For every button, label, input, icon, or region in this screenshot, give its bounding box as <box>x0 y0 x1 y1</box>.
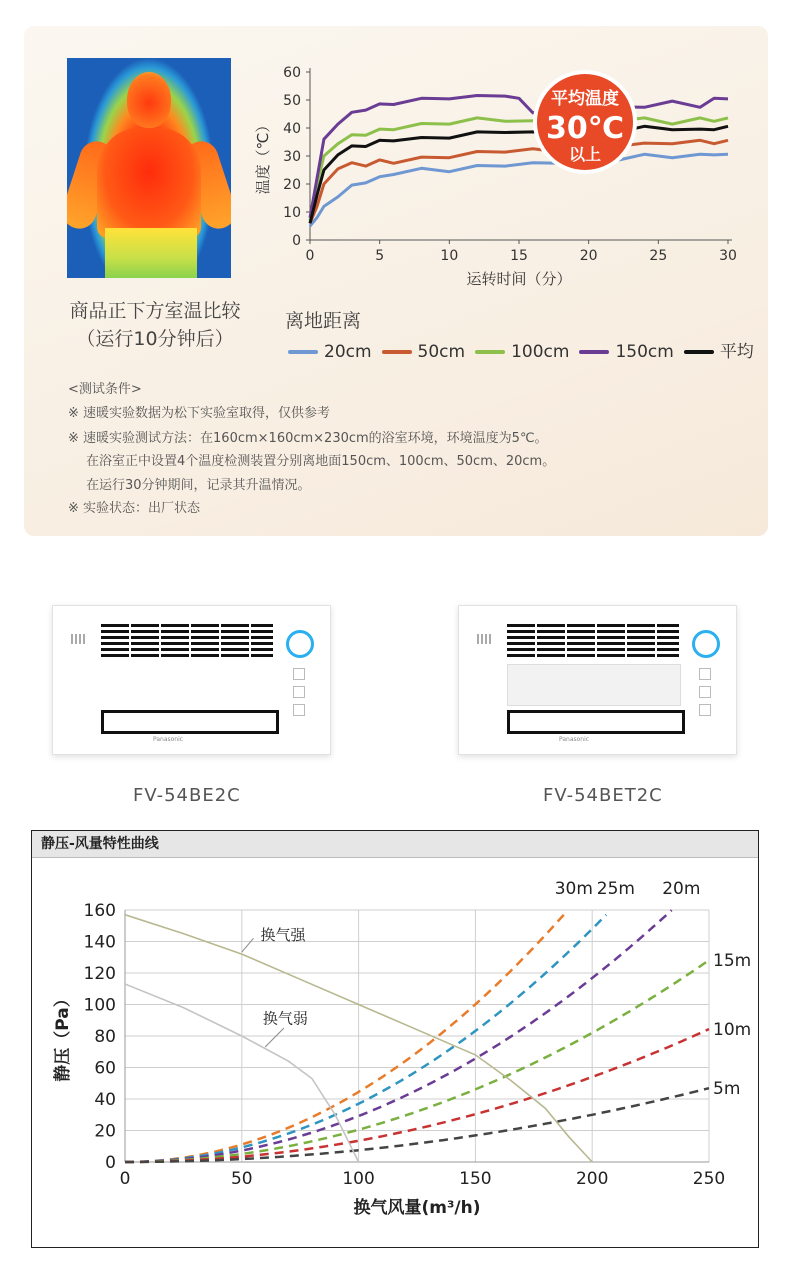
model-label-1: FV-54BE2C <box>133 785 241 806</box>
legend-swatch <box>382 350 412 354</box>
pf-x-tick-label: 0 <box>119 1169 131 1189</box>
average-temp-badge <box>535 72 635 172</box>
temp-y-tick-label: 0 <box>292 233 301 249</box>
legend-swatch <box>475 350 505 354</box>
legend-label: 平均 <box>719 342 754 362</box>
control-ring-icon <box>692 630 720 658</box>
legend-item <box>684 337 754 362</box>
legend-swatch <box>579 350 609 354</box>
model-label-2: FV-54BET2C <box>543 785 663 806</box>
temp-series-line <box>310 154 728 226</box>
temp-y-tick-label: 10 <box>283 205 301 221</box>
pf-y-tick-label: 80 <box>94 1027 116 1047</box>
pf-duct-label: 30m <box>554 879 593 899</box>
badge-line1: 平均温度 <box>551 89 619 109</box>
pf-y-tick-label: 20 <box>94 1121 116 1142</box>
legend-item <box>579 342 673 362</box>
temperature-chart <box>0 0 790 300</box>
pf-y-tick-label: 160 <box>83 901 116 921</box>
pressure-flow-panel <box>31 830 759 1248</box>
badge-line3: 以上 <box>568 145 602 164</box>
legend-title: 离地距离 <box>285 310 362 332</box>
legend-label: 150cm <box>615 342 674 362</box>
pf-x-tick-label: 50 <box>230 1169 253 1189</box>
temp-y-tick-label: 20 <box>283 177 301 193</box>
legend-label: 50cm <box>417 342 466 362</box>
pf-duct-label: 25m <box>596 879 635 899</box>
temp-x-tick-label: 5 <box>375 248 385 264</box>
test-condition-line: 在运行30分钟期间，记录其升温情况。 <box>86 478 311 493</box>
legend-item <box>288 342 372 362</box>
pf-x-tick-label: 200 <box>575 1169 609 1189</box>
temp-x-tick-label: 10 <box>440 248 459 264</box>
temp-x-tick-label: 20 <box>579 248 598 264</box>
test-condition-line: ※ 实验状态：出厂状态 <box>68 501 201 516</box>
pf-x-tick-label: 250 <box>692 1169 726 1189</box>
test-condition-line: ※ 速暖实验数据为松下实验室取得，仅供参考 <box>68 406 331 421</box>
pf-x-axis-label: 换气风量(m³/h) <box>353 1198 481 1218</box>
product-image-1 <box>52 605 331 755</box>
temp-x-tick-label: 15 <box>510 248 528 264</box>
pf-y-tick-label: 0 <box>105 1153 116 1173</box>
temp-y-tick-label: 60 <box>283 65 301 81</box>
pf-y-tick-label: 40 <box>94 1090 116 1110</box>
thermal-caption-line2: （运行10分钟后） <box>76 328 234 350</box>
pf-y-axis-label: 静压（Pa） <box>53 990 73 1082</box>
pf-fan-label: 换气弱 <box>262 1009 308 1028</box>
pf-y-tick-label: 100 <box>83 995 116 1016</box>
legend-label: 100cm <box>511 342 570 362</box>
control-ring-icon <box>286 630 314 658</box>
temp-x-tick-label: 25 <box>649 248 668 264</box>
test-condition-line: <测试条件> <box>68 382 142 397</box>
pf-duct-label: 10m <box>713 1020 752 1041</box>
legend-item <box>475 342 569 362</box>
pf-duct-label: 5m <box>713 1079 741 1100</box>
temp-x-tick-label: 0 <box>305 248 315 264</box>
pf-x-tick-label: 150 <box>459 1169 492 1189</box>
temp-x-tick-label: 30 <box>719 248 737 264</box>
pressure-flow-title: 静压-风量特性曲线 <box>32 831 758 858</box>
pf-y-tick-label: 140 <box>83 932 116 953</box>
product-brand: Panasonic <box>559 736 590 743</box>
pf-fan-label: 换气强 <box>260 926 306 945</box>
legend-swatch <box>684 350 714 354</box>
pf-duct-label: 20m <box>662 879 701 899</box>
thermal-caption-line1: 商品正下方室温比较 <box>69 300 241 322</box>
pf-y-tick-label: 60 <box>94 1058 116 1079</box>
legend-item <box>382 342 466 362</box>
temp-y-tick-label: 30 <box>283 149 301 165</box>
temp-x-axis-label: 运转时间（分） <box>466 270 572 288</box>
temp-y-tick-label: 40 <box>283 121 301 137</box>
badge-line2: 30℃ <box>545 111 625 146</box>
temp-series-line <box>310 126 728 223</box>
temp-y-tick-label: 50 <box>283 93 301 109</box>
product-image-2 <box>458 605 737 755</box>
pf-x-tick-label: 100 <box>342 1169 375 1189</box>
temp-y-axis-label: 温度（℃） <box>254 117 272 195</box>
pf-y-tick-label: 120 <box>83 964 116 984</box>
legend-swatch <box>288 350 318 354</box>
product-brand: Panasonic <box>153 736 184 743</box>
test-condition-line: 在浴室正中设置4个温度检测装置分别离地面150cm、100cm、50cm、20cm。 <box>86 454 556 469</box>
pf-duct-label: 15m <box>713 951 752 972</box>
temp-series-line <box>310 140 728 223</box>
legend-label: 20cm <box>324 342 372 362</box>
test-condition-line: ※ 速暖实验测试方法：在160cm×160cm×230cm的浴室环境，环境温度为5℃。 <box>68 431 548 446</box>
temperature-legend <box>288 337 764 362</box>
